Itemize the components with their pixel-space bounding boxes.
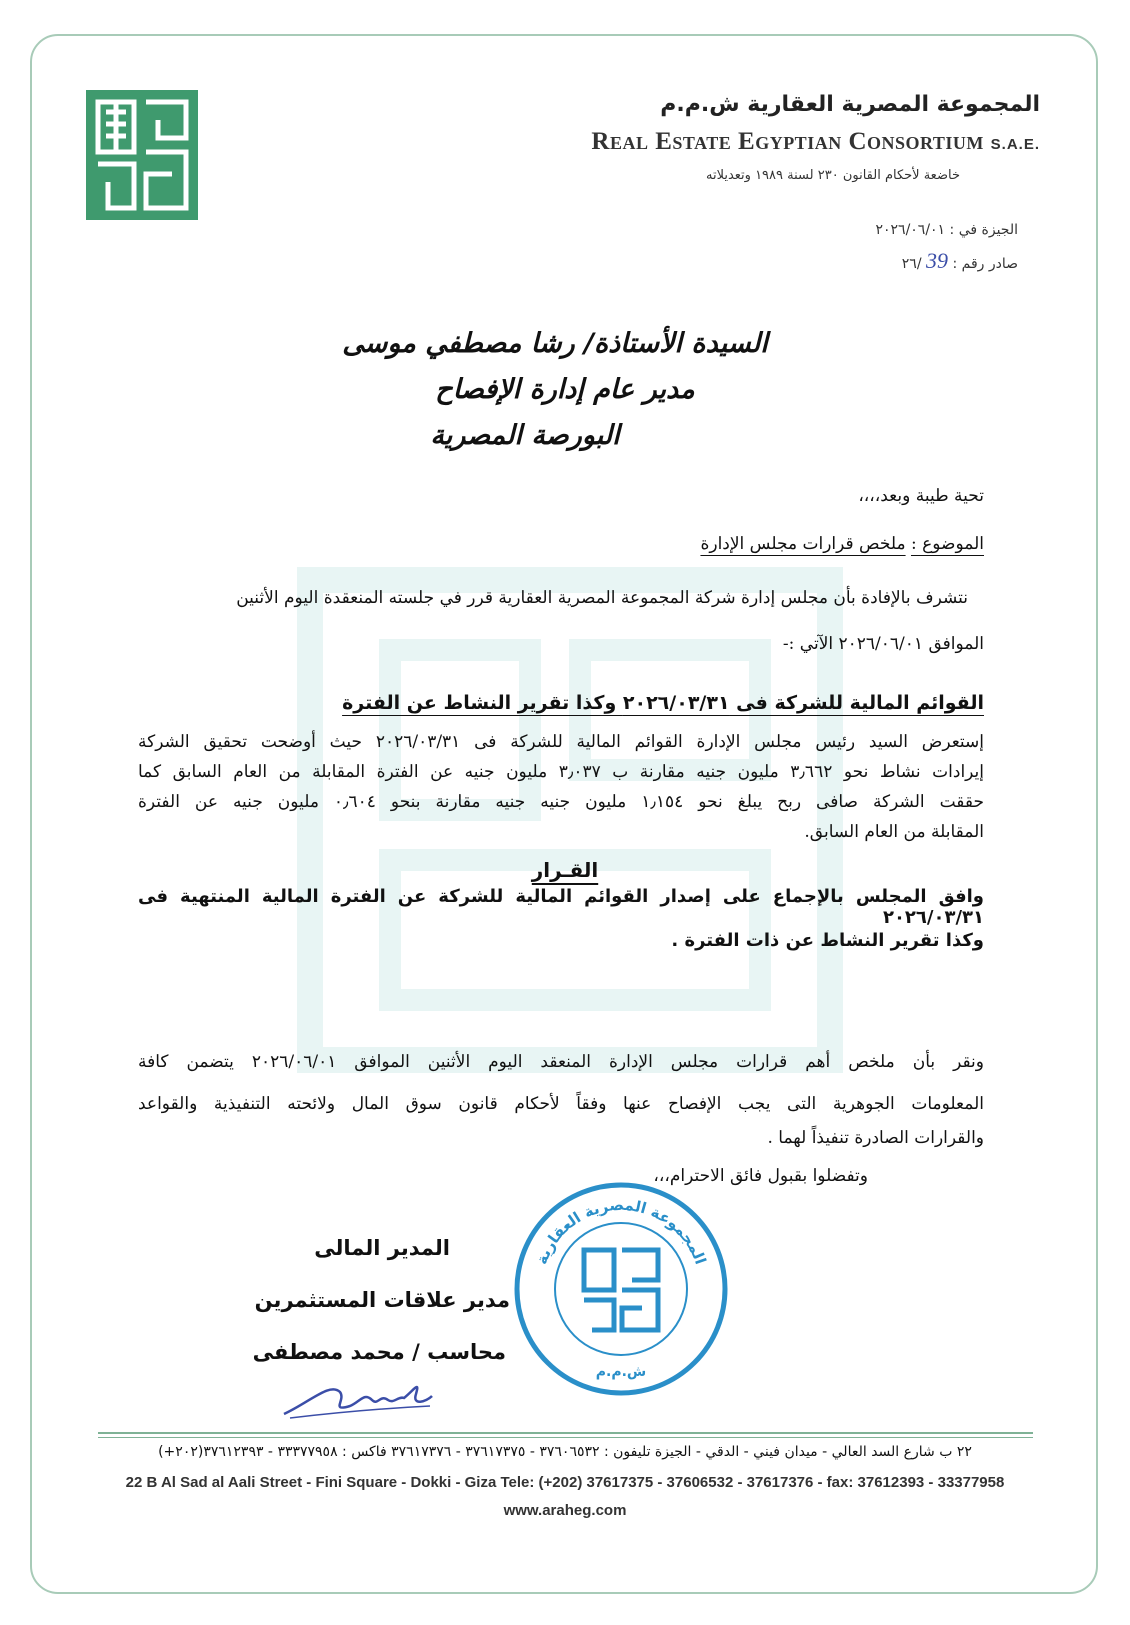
greeting: تحية طيبة وبعد،،،، — [858, 486, 984, 506]
footer-website[interactable]: www.araheg.com — [503, 1502, 627, 1519]
handwritten-signature — [280, 1372, 440, 1422]
paragraph-line: المقابلة من العام السابق. — [804, 822, 984, 842]
paragraph-line: إيرادات نشاط نحو ٣٫٦٦٢ مليون جنيه مقارنة ب ٣٫٠٣٧ مليون جنيه عن الفترة المقابلة من العام السابق كما — [138, 762, 985, 782]
company-logo — [86, 90, 198, 220]
date-line: الجيزة في : ٢٠٢٦/٠٦/٠١ — [875, 222, 1018, 238]
company-name-english-text: Real Estate Egyptian Consortium — [591, 128, 984, 155]
section-heading: القوائم المالية للشركة فى ٢٠٢٦/٠٣/٣١ وكذا تقرير النشاط عن الفترة — [342, 692, 984, 714]
stamp-ring-text: المجموعة المصرية العقارية — [532, 1195, 710, 1267]
signatory-title-2: مدير علاقات المستثمرين — [254, 1288, 510, 1312]
decision-line-2: وكذا تقرير النشاط عن ذات الفترة . — [671, 930, 984, 951]
regards: وتفضلوا بقبول فائق الاحترام،،، — [653, 1166, 868, 1186]
footer-divider — [98, 1432, 1033, 1434]
company-stamp — [512, 1180, 730, 1398]
subject-text: ملخص قرارات مجلس الإدارة — [700, 534, 906, 554]
addressee-org: البورصة المصرية — [430, 420, 620, 451]
intro-line-2: الموافق ٢٠٢٦/٠٦/٠١ الآتي :- — [782, 634, 984, 654]
addressee-name: السيدة الأستاذة/ رشا مصطفي موسى — [342, 328, 768, 359]
paragraph-line: إستعرض السيد رئيس مجلس الإدارة القوائم المالية للشركة فى ٢٠٢٦/٠٣/٣١ حيث أوضحت تحقيق الشركة — [138, 732, 985, 752]
company-name-english — [591, 128, 1040, 156]
stamp-bottom-text: ش.م.م — [595, 1364, 647, 1380]
signatory-name: محاسب / محمد مصطفى — [252, 1340, 506, 1364]
closing-line-1: ونقر بأن ملخص أهم قرارات مجلس الإدارة المنعقد اليوم الأثنين الموافق ٢٠٢٦/٠٦/٠١ يتضمن كافة — [138, 1052, 984, 1072]
law-note: خاضعة لأحكام القانون ٢٣٠ لسنة ١٩٨٩ وتعديلاته — [705, 168, 960, 183]
subject-label: الموضوع : — [910, 534, 984, 554]
intro-line-1: نتشرف بالإفادة بأن مجلس إدارة شركة المجموعة المصرية العقارية قرر في جلسته المنعقدة اليوم الأثنين — [236, 588, 968, 608]
date-value: ٢٠٢٦/٠٦/٠١ — [875, 222, 946, 238]
signatory-title-1: المدير المالى — [314, 1236, 450, 1260]
footer-divider-thin — [98, 1437, 1033, 1438]
paragraph-line: حققت الشركة صافى ربح يبلغ نحو ١٫١٥٤ مليون جنيه جنيه مقارنة بنحو ٠٫٦٠٤ مليون جنيه عن الفترة — [138, 792, 984, 812]
addressee-title: مدير عام إدارة الإفصاح — [435, 374, 695, 405]
reference-line: صادر رقم : 39 /٢٦ — [901, 248, 1018, 273]
decision-line-1: وافق المجلس بالإجماع على إصدار القوائم المالية للشركة عن الفترة المالية المنتهية فى ٢٠٢٦/٠٣/٣١ — [138, 886, 984, 928]
reference-number: 39 — [926, 248, 948, 273]
subject-line — [700, 534, 984, 554]
reference-suffix: /٢٦ — [901, 256, 922, 272]
company-name-arabic: المجموعة المصرية العقارية ش.م.م — [660, 92, 1040, 117]
footer-address-arabic: ٢٢ ب شارع السد العالي - ميدان فيني - الدقي - الجيزة تليفون : ٣٧٦٠٦٥٣٢ - ٣٧٦١٧٣٧٥ - ٣٧٦١٧٣٧٦ فاكس : ٣٣٣٧٧٩٥٨ - ٣٧٦١٢٣٩٣(٢٠٢+) — [158, 1444, 972, 1460]
reference-label: صادر رقم — [961, 256, 1018, 272]
decision-heading: القـرار — [531, 858, 599, 882]
footer-address-english: 22 B Al Sad al Aali Street - Fini Square - Dokki - Giza Tele: (+202) 37617375 - 37606532 - 37617376 - fax: 37612393 - 33377958 — [125, 1474, 1005, 1491]
closing-line-3: والقرارات الصادرة تنفيذاً لهما . — [767, 1128, 984, 1148]
date-label: الجيزة في — [958, 222, 1018, 238]
company-suffix: S.A.E. — [990, 136, 1040, 153]
closing-line-2: المعلومات الجوهرية التى يجب الإفصاح عنها وفقاً لأحكام قانون سوق المال ولائحته التنفيذية والقواعد — [138, 1094, 984, 1114]
